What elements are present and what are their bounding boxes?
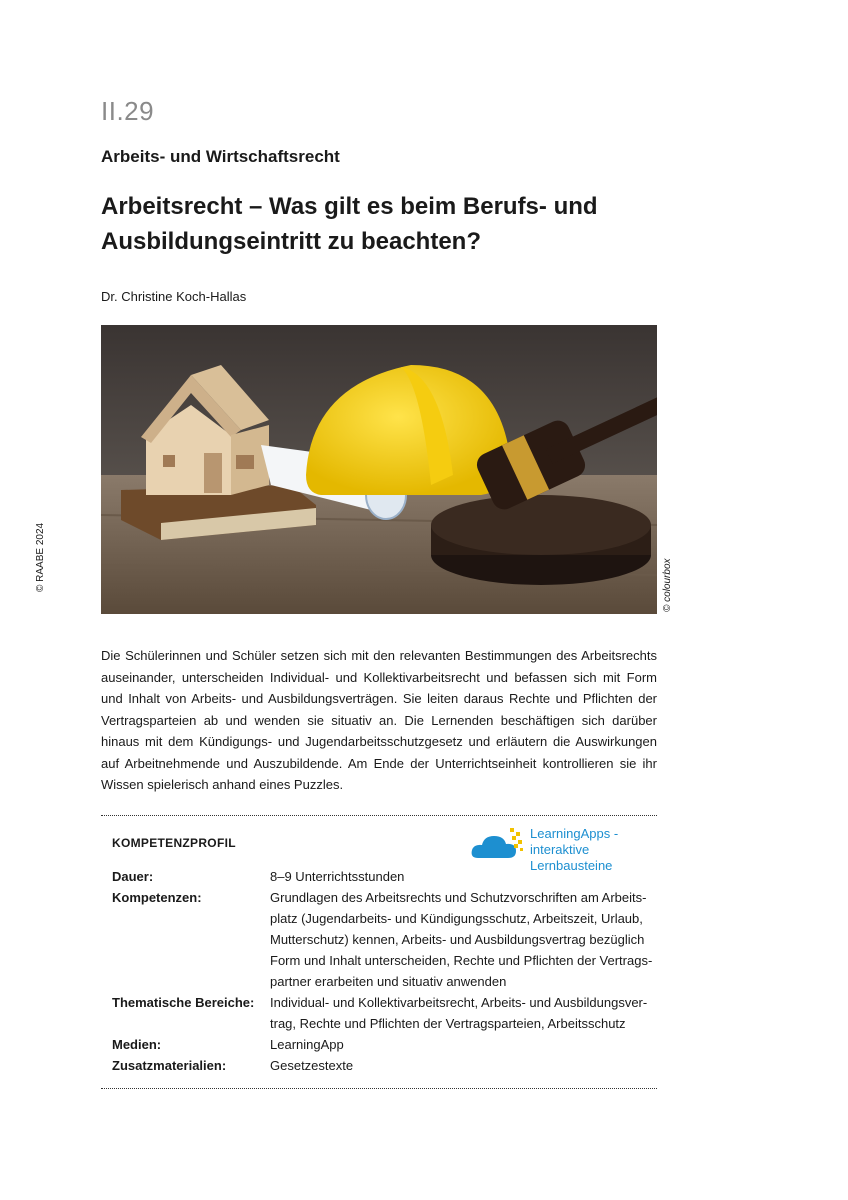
- row-key: Thematische Bereiche:: [112, 995, 255, 1010]
- section-code: II.29: [101, 96, 155, 126]
- cover-photo: [101, 325, 657, 614]
- intro-paragraph: Die Schülerinnen und Schüler setzen sich mit den relevanten Bestimmungen des Arbeitsrechts auseinander, unterscheiden Individual- und Kollektivarbeitsrecht und befassen sich mit Form und Inhalt von Arbeits- und Ausbildungsverträgen. Sie leiten daraus Rechte und Pflichten der Vertragsparteien ab und wenden sie situativ an. Die Lernenden beschäftigen sich darüber hinaus mit dem Kündigungs- und Jugendarbeitsschutzgesetz und erläutern die Auswirkungen auf Arbeitnehmende und Auszubildende. Am Ende der Unterrichtseinheit kontrollieren sie ihr Wissen spielerisch anhand eines Puzzles.: [101, 648, 657, 792]
- row-value: [270, 887, 657, 992]
- value-line: 8–9 Unterrichtsstunden: [270, 869, 405, 884]
- row-key: Medien:: [112, 1037, 162, 1052]
- photo-credit: © colourbox: [662, 558, 673, 612]
- profile-row-media: [112, 1034, 657, 1055]
- title-line-2: Ausbildungseintritt zu beachten?: [101, 228, 482, 255]
- value-line: Grundlagen des Arbeitsrechts und Schutzvorschriften am Arbeits-: [270, 890, 647, 905]
- row-key: Zusatzmaterialien:: [112, 1058, 227, 1073]
- cloud-icon: [470, 824, 530, 864]
- divider-bottom: [101, 1088, 657, 1089]
- value-line: platz (Jugendarbeits- und Kündigungsschutz, Arbeitszeit, Urlaub,: [270, 911, 643, 926]
- divider-top: [101, 815, 657, 816]
- row-value: [270, 866, 657, 887]
- subject-heading: Arbeits- und Wirtschaftsrecht: [101, 147, 340, 166]
- photo-illustration: [101, 325, 657, 614]
- row-key: Kompetenzen:: [112, 890, 202, 905]
- row-value: [270, 1034, 657, 1055]
- profile-row-duration: [112, 866, 657, 887]
- row-value: [270, 1055, 657, 1076]
- logo-line-2: interaktive Lernbausteine: [530, 842, 613, 873]
- row-key: Dauer:: [112, 869, 154, 884]
- copyright-note: © RAABE 2024: [35, 522, 46, 592]
- value-line: Gesetzestexte: [270, 1058, 354, 1073]
- author: Dr. Christine Koch-Hallas: [101, 289, 247, 304]
- page-title: [101, 189, 661, 259]
- value-line: partner erarbeiten und situativ anwenden: [270, 974, 507, 989]
- profile-row-materials: [112, 1055, 657, 1076]
- value-line: Individual- und Kollektivarbeitsrecht, Arbeits- und Ausbildungsver-: [270, 995, 648, 1010]
- value-line: trag, Rechte und Pflichten der Vertragsparteien, Arbeitsschutz: [270, 1016, 626, 1031]
- row-value: [270, 992, 657, 1034]
- value-line: Mutterschutz) kennen, Arbeits- und Ausbildungsvertrag bezüglich: [270, 932, 645, 947]
- competence-profile-table: [112, 866, 657, 1076]
- profile-row-competences: [112, 887, 657, 992]
- profile-heading: KOMPETENZPROFIL: [112, 836, 236, 850]
- profile-row-topics: [112, 992, 657, 1034]
- logo-line-1: LearningApps -: [530, 826, 619, 841]
- title-line-1: Arbeitsrecht – Was gilt es beim Berufs- und: [101, 193, 598, 220]
- value-line: LearningApp: [270, 1037, 344, 1052]
- value-line: Form und Inhalt unterscheiden, Rechte und Pflichten der Vertrags-: [270, 953, 653, 968]
- learningapps-logo: [470, 824, 660, 873]
